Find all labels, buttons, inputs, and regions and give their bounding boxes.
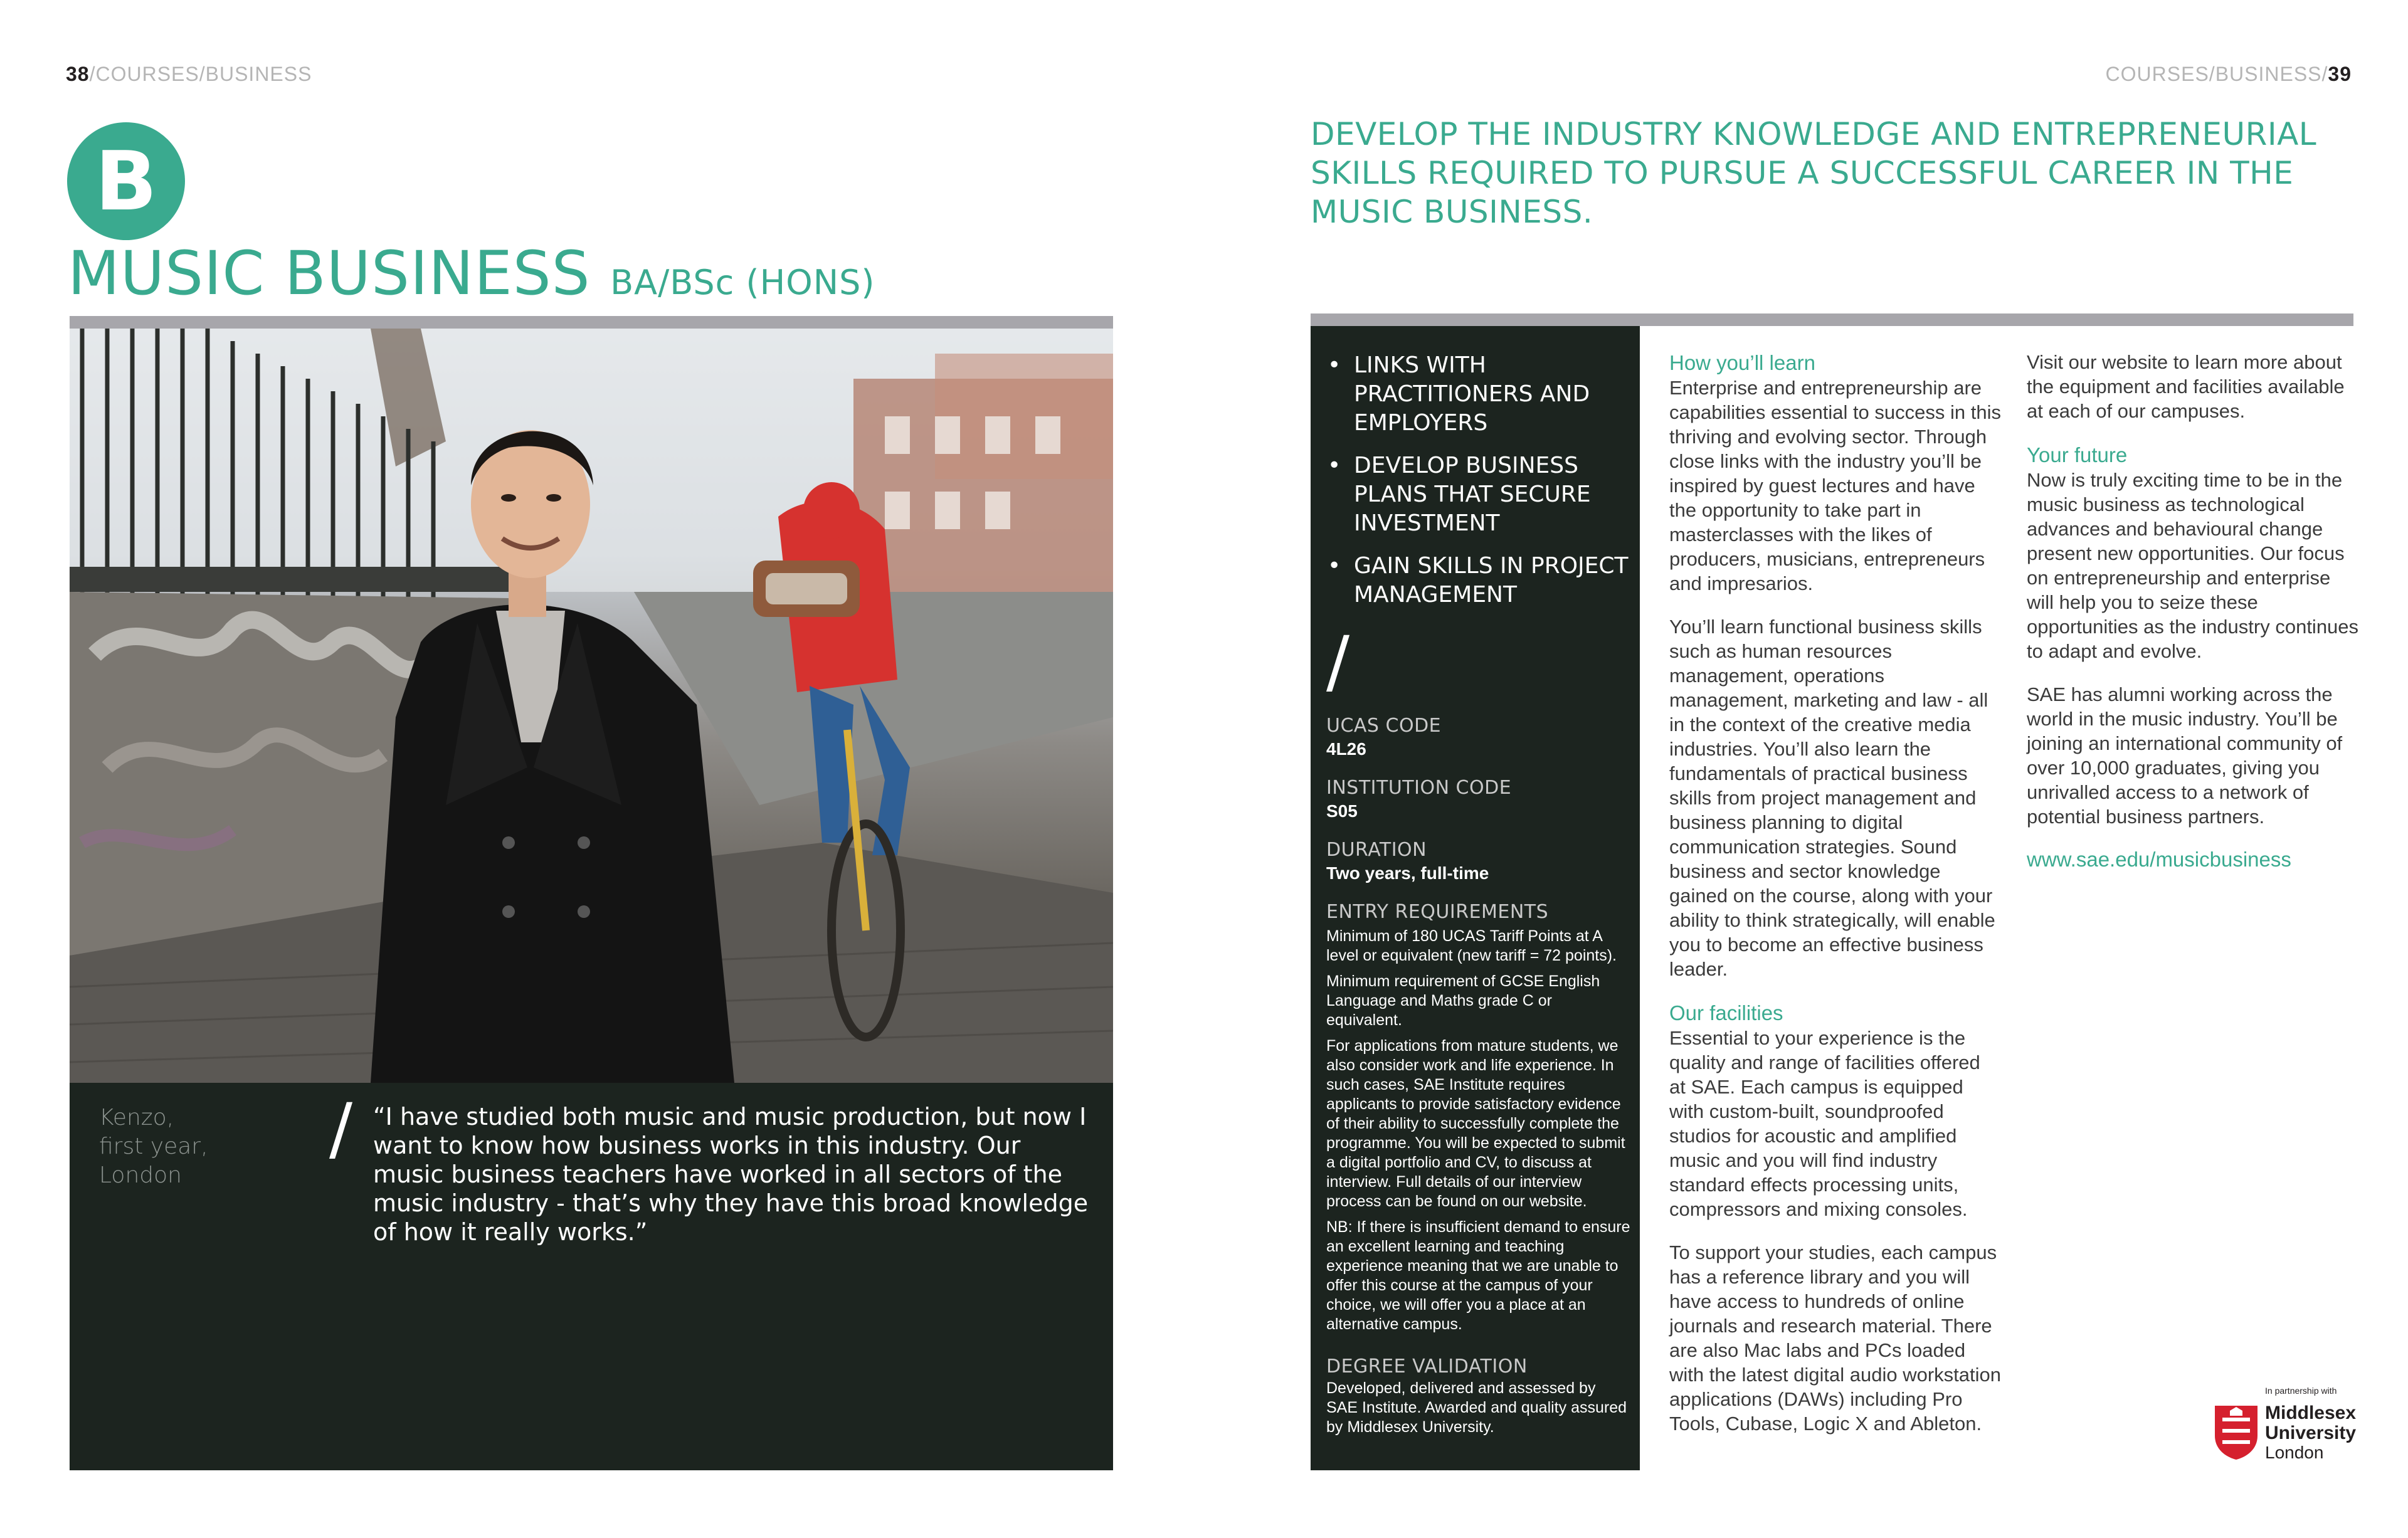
student-attribution [99,1103,208,1190]
quote-slash: / [329,1088,353,1169]
your-future-paragraph-1: Now is truly exciting time to be in the music business as technological advances and behavioural change present new opportunities. Our focus on entrepreneurship and enterprise will help you to seize these opportunities as the industry continues to adapt and evolve. [2027,469,2359,662]
partner-name-line-1: Middlesex [2265,1403,2357,1423]
left-section-path: /COURSES/BUSINESS [89,63,312,85]
bullet-icon: • [1328,453,1341,478]
degree-validation-label: DEGREE VALIDATION [1326,1356,1528,1377]
panel-slash: / [1326,621,1350,702]
how-you-learn-paragraph-1: Enterprise and entrepreneurship are capabilities essential to success in this thriving and evolving sector. Through close links with the industry you’ll be inspired by guest lectures and have the opportunity to take part in masterclasses with the likes of producers, musicians, entrepreneurs and impresarios. [1669,377,2001,594]
duration-value: Two years, full-time [1326,863,1489,883]
highlight-text: DEVELOP BUSINESS PLANS THAT SECURE INVESTMENT [1354,453,1591,536]
duration-label: DURATION [1326,839,1427,861]
bullet-icon: • [1328,553,1341,579]
highlight-text: GAIN SKILLS IN PROJECT MANAGEMENT [1354,553,1629,608]
body-column-2 [2027,350,2359,872]
right-section-path: COURSES/BUSINESS/ [2105,63,2328,85]
highlight-item [1326,451,1634,538]
right-grey-bar [1311,313,2353,326]
course-logo [67,122,185,240]
right-folio [2106,63,2352,86]
entry-requirements-label: ENTRY REQUIREMENTS [1326,901,1549,923]
course-website-link[interactable]: www.sae.edu/musicbusiness [2027,848,2291,871]
facilities-heading: Our facilities [1669,1001,1783,1024]
university-crest-icon [2214,1404,2259,1461]
bullet-icon: • [1328,352,1341,378]
highlight-item [1326,351,1634,438]
degree-validation-value: Developed, delivered and assessed by SAE Institute. Awarded and quality assured by Middlesex University. [1326,1379,1627,1436]
course-facts [1326,715,1630,1437]
ucas-code-value: 4L26 [1326,739,1366,759]
page-headline: DEVELOP THE INDUSTRY KNOWLEDGE AND ENTREPRENEURIAL SKILLS REQUIRED TO PURSUE A SUCCESSFUL CAREER IN THE MUSIC BUSINESS. [1311,116,2317,230]
entry-requirement-2: Minimum requirement of GCSE English Language and Maths grade C or equivalent. [1326,972,1600,1029]
student-quote: “I have studied both music and music production, but now I want to know how business works in this industry. Our music business teachers have worked in all sectors of the music industry - that’s why they have this broad knowledge of how it really works.” [373,1103,1089,1246]
how-you-learn-heading: How you’ll learn [1669,351,1815,374]
ucas-code-label: UCAS CODE [1326,715,1442,737]
course-logo-letter: B [95,134,157,229]
institution-code-label: INSTITUTION CODE [1326,777,1512,799]
student-year: first year, [99,1134,208,1159]
left-page-number: 38 [66,63,90,85]
entry-requirement-1: Minimum of 180 UCAS Tariff Points at A level or equivalent (new tariff = 72 points). [1326,927,1617,964]
course-title-award: BA/BSc (HONS) [610,263,875,302]
how-you-learn-paragraph-2: You’ll learn functional business skills such as human resources management, operations management, marketing and law - all in the context of the creative media industries. You’ll also learn the fundamentals of practical business skills from project management and business planning to digital communication strategies. Sound business and sector knowledge gained on the course, along with your ability to think strategically, will enable you to become an effective business leader. [1669,616,1995,980]
visit-website-paragraph: Visit our website to learn more about the equipment and facilities available at each of our campuses. [2027,351,2345,422]
course-highlights [1326,351,1634,623]
your-future-paragraph-2: SAE has alumni working across the world in the music industry. You’ll be joining an international community of over 10,000 graduates, giving you unrivalled access to a network of potential business partners. [2027,683,2343,828]
right-page-number: 39 [2328,63,2352,85]
entry-requirement-3: For applications from mature students, we also consider work and life experience. In such cases, SAE Institute requires applicants to provide satisfactory evidence of their ability to successfully complete the programme. You will be expected to submit a digital portfolio and CV, to discuss at interview. Full details of our interview process can be found on our website. [1326,1037,1625,1210]
partner-name-line-3: London [2265,1443,2324,1462]
institution-code-value: S05 [1326,801,1358,821]
body-column-1 [1669,350,2002,1455]
facilities-paragraph-2: To support your studies, each campus has a reference library and you will have access to hundreds of online journals and research material. There are also Mac labs and PCs loaded with the latest digital audio workstation applications (DAWs) including Pro Tools, Cubase, Logic X and Ableton. [1669,1241,2002,1435]
partner-intro-text: In partnership with [2265,1386,2337,1396]
highlight-text: LINKS WITH PRACTITIONERS AND EMPLOYERS [1354,352,1590,436]
student-name: Kenzo, [99,1105,174,1130]
left-folio [66,63,312,86]
partner-name-line-2: University [2265,1423,2357,1443]
student-photo [70,329,1113,1083]
course-title [68,238,875,308]
partner-logo [2214,1386,2364,1467]
facilities-paragraph-1: Essential to your experience is the quality and range of facilities offered at SAE. Each campus is equipped with custom-built, soundproofed studios for acoustic and amplified music and you will find industry standard effects processing units, compressors and mixing consoles. [1669,1027,1980,1220]
entry-requirement-4: NB: If there is insufficient demand to ensure an excellent learning and teaching experience meaning that we are unable to offer this course at the campus of your choice, we will offer you a place at an alternative campus. [1326,1218,1630,1333]
your-future-heading: Your future [2027,443,2128,466]
left-grey-bar [70,316,1113,329]
student-location: London [99,1162,182,1188]
course-title-main: MUSIC BUSINESS [68,238,591,308]
highlight-item [1326,552,1634,609]
